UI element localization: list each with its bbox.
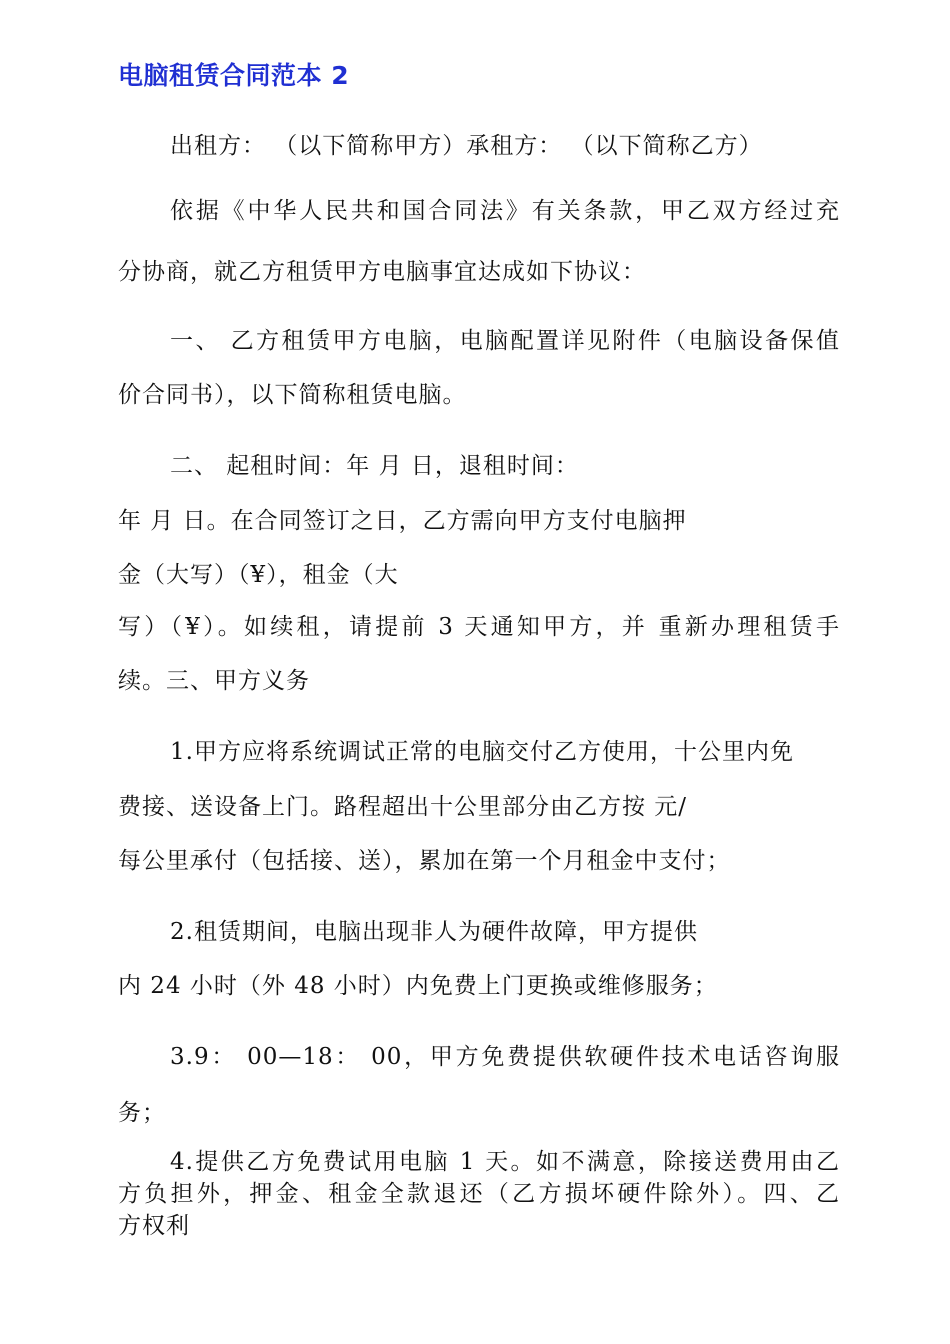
clause-1-line-1: 一、 乙方租赁甲方电脑，电脑配置详见附件（电脑设备保值	[170, 328, 840, 354]
clause-4-heading-end: 方权利	[118, 1213, 190, 1239]
clause-2-line-3: 金（大写）（¥），租金（大	[118, 562, 399, 588]
parties-line: 出租方： （以下简称甲方）承租方： （以下简称乙方）	[170, 133, 763, 159]
duty-4-line-1: 4.提供乙方免费试用电脑 1 天。如不满意，除接送费用由乙	[170, 1149, 840, 1175]
paragraph-intro-line-2: 分协商，就乙方租赁甲方电脑事宜达成如下协议：	[118, 259, 646, 285]
duty-1-line-2: 费接、送设备上门。路程超出十公里部分由乙方按 元/	[118, 794, 688, 820]
duty-1-line-3: 每公里承付（包括接、送），累加在第一个月租金中支付；	[118, 848, 731, 874]
clause-2-line-4: 写）（¥）。如续租，请提前 3 天通知甲方，并 重新办理租赁手	[118, 614, 840, 640]
duty-3-line-1: 3.9： 00—18： 00，甲方免费提供软硬件技术电话咨询服	[170, 1044, 840, 1070]
clause-2-line-1: 二、 起租时间：年 月 日，退租时间：	[170, 453, 579, 479]
duty-3-line-2: 务；	[118, 1100, 166, 1126]
clause-3-heading: 续。三、甲方义务	[118, 668, 310, 694]
duty-2-line-1: 2.租赁期间，电脑出现非人为硬件故障，甲方提供	[170, 919, 698, 945]
document-title: 电脑租赁合同范本 2	[118, 61, 350, 90]
clause-2-line-2: 年 月 日。在合同签订之日，乙方需向甲方支付电脑押	[118, 508, 687, 534]
duty-2-line-2: 内 24 小时（外 48 小时）内免费上门更换或维修服务；	[118, 973, 718, 999]
paragraph-intro-line-1: 依据《中华人民共和国合同法》有关条款，甲乙双方经过充	[170, 198, 840, 224]
duty-4-line-2: 方负担外，押金、租金全款退还（乙方损坏硬件除外）。四、乙	[118, 1181, 840, 1207]
duty-1-line-1: 1.甲方应将系统调试正常的电脑交付乙方使用，十公里内免	[170, 739, 794, 765]
clause-1-line-2: 价合同书），以下简称租赁电脑。	[118, 382, 467, 408]
